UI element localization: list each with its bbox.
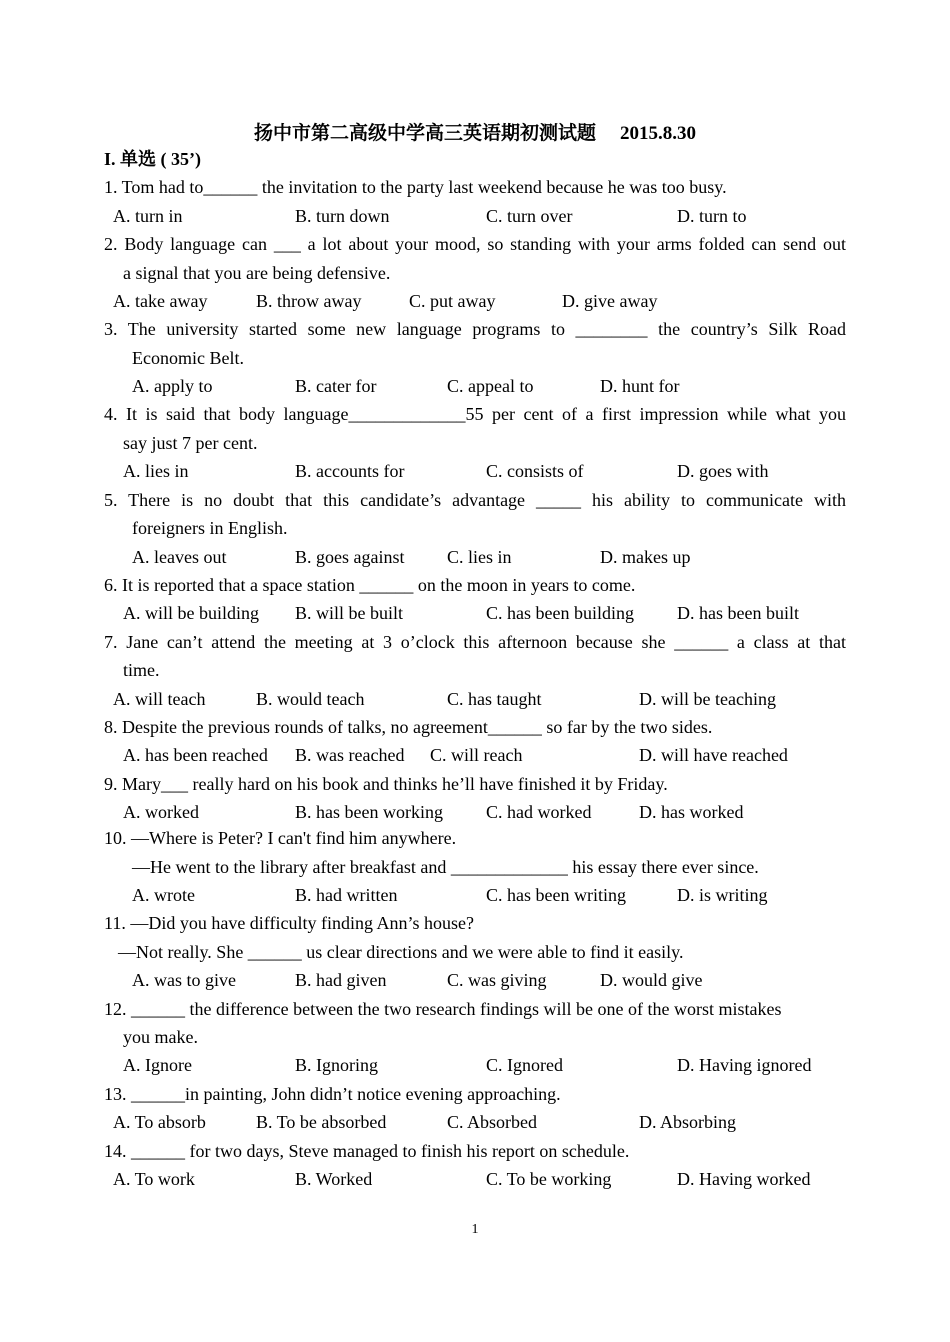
question-12-stem: 12. ______ the difference between the two research findings will be one of the worst mistakes: [104, 999, 782, 1019]
q14-option-d: D. Having worked: [677, 1169, 811, 1189]
question-5-stem: 5. There is no doubt that this candidate’s advantage _____ his ability to communicate with: [104, 490, 846, 510]
question-10-stem: 10. —Where is Peter? I can't find him anywhere.: [104, 828, 457, 848]
q10-option-a: A. wrote: [132, 885, 195, 905]
q9-option-a: A. worked: [123, 802, 199, 822]
q9-option-c: C. had worked: [486, 802, 592, 822]
q11-option-d: D. would give: [600, 970, 703, 990]
q1-option-d: D. turn to: [677, 206, 747, 226]
q7-option-a: A. will teach: [113, 689, 206, 709]
question-7-stem: 7. Jane can’t attend the meeting at 3 o’clock this afternoon because she ______ a class at that: [104, 632, 846, 652]
q10-option-d: D. is writing: [677, 885, 768, 905]
q3-option-d: D. hunt for: [600, 376, 680, 396]
q2-option-d: D. give away: [562, 291, 658, 311]
q11-option-a: A. was to give: [132, 970, 236, 990]
question-14-stem: 14. ______ for two days, Steve managed to finish his report on schedule.: [104, 1141, 630, 1161]
q14-option-a: A. To work: [113, 1169, 195, 1189]
question-11-stem: 11. —Did you have difficulty finding Ann’s house?: [104, 913, 474, 933]
q11-option-b: B. had given: [295, 970, 387, 990]
q7-option-d: D. will be teaching: [639, 689, 776, 709]
title-text: 扬中市第二高级中学高三英语期初测试题: [253, 123, 596, 144]
q3-option-a: A. apply to: [132, 376, 213, 396]
q7-option-c: C. has taught: [447, 689, 542, 709]
q4-option-c: C. consists of: [486, 461, 584, 481]
question-4-stem-cont: say just 7 per cent.: [123, 433, 258, 453]
title-date: 2015.8.30: [620, 123, 696, 144]
q12-option-c: C. Ignored: [486, 1055, 563, 1075]
question-2-stem-cont: a signal that you are being defensive.: [123, 263, 391, 283]
q12-option-a: A. Ignore: [123, 1055, 192, 1075]
q8-option-b: B. was reached: [295, 745, 405, 765]
q6-option-c: C. has been building: [486, 603, 634, 623]
q9-option-d: D. has worked: [639, 802, 744, 822]
q6-option-a: A. will be building: [123, 603, 259, 623]
q4-option-d: D. goes with: [677, 461, 769, 481]
q2-option-b: B. throw away: [256, 291, 362, 311]
q5-option-b: B. goes against: [295, 547, 405, 567]
q2-option-c: C. put away: [409, 291, 496, 311]
question-8-stem: 8. Despite the previous rounds of talks, no agreement______ so far by the two sides.: [104, 717, 713, 737]
q13-option-b: B. To be absorbed: [256, 1112, 387, 1132]
question-10-stem-cont: —He went to the library after breakfast and _____________ his essay there ever since.: [132, 857, 759, 877]
q13-option-a: A. To absorb: [113, 1112, 206, 1132]
q11-option-c: C. was giving: [447, 970, 547, 990]
q6-option-b: B. will be built: [295, 603, 403, 623]
section-heading: I. 单选 ( 35’): [104, 149, 201, 169]
q5-option-c: C. lies in: [447, 547, 512, 567]
q10-option-b: B. had written: [295, 885, 398, 905]
q3-option-c: C. appeal to: [447, 376, 534, 396]
q10-option-c: C. has been writing: [486, 885, 626, 905]
question-1-stem: 1. Tom had to______ the invitation to the party last weekend because he was too busy.: [104, 177, 727, 197]
question-5-stem-cont: foreigners in English.: [132, 518, 288, 538]
q6-option-d: D. has been built: [677, 603, 799, 623]
q4-option-b: B. accounts for: [295, 461, 405, 481]
q14-option-c: C. To be working: [486, 1169, 612, 1189]
q1-option-b: B. turn down: [295, 206, 390, 226]
q5-option-a: A. leaves out: [132, 547, 227, 567]
q12-option-b: B. Ignoring: [295, 1055, 378, 1075]
q13-option-d: D. Absorbing: [639, 1112, 737, 1132]
q12-option-d: D. Having ignored: [677, 1055, 812, 1075]
q8-option-c: C. will reach: [430, 745, 523, 765]
q1-option-c: C. turn over: [486, 206, 573, 226]
question-2-stem: 2. Body language can ___ a lot about your mood, so standing with your arms folded can send out: [104, 234, 846, 254]
q3-option-b: B. cater for: [295, 376, 377, 396]
q9-option-b: B. has been working: [295, 802, 443, 822]
question-4-stem: 4. It is said that body language_____________55 per cent of a first impression while what you: [104, 404, 846, 424]
q1-option-a: A. turn in: [113, 206, 183, 226]
q2-option-a: A. take away: [113, 291, 208, 311]
page-title: [0, 118, 950, 145]
page-number: 1: [471, 1222, 479, 1237]
q7-option-b: B. would teach: [256, 689, 365, 709]
q14-option-b: B. Worked: [295, 1169, 373, 1189]
question-9-stem: 9. Mary___ really hard on his book and thinks he’ll have finished it by Friday.: [104, 774, 668, 794]
question-3-stem-cont: Economic Belt.: [132, 348, 244, 368]
question-3-stem: 3. The university started some new language programs to ________ the country’s Silk Road: [104, 319, 846, 339]
question-13-stem: 13. ______in painting, John didn’t notice evening approaching.: [104, 1084, 561, 1104]
question-6-stem: 6. It is reported that a space station ______ on the moon in years to come.: [104, 575, 636, 595]
question-11-stem-cont: —Not really. She ______ us clear directions and we were able to find it easily.: [118, 942, 684, 962]
q4-option-a: A. lies in: [123, 461, 189, 481]
question-12-stem-cont: you make.: [123, 1027, 198, 1047]
q8-option-d: D. will have reached: [639, 745, 788, 765]
q13-option-c: C. Absorbed: [447, 1112, 537, 1132]
q8-option-a: A. has been reached: [123, 745, 268, 765]
q5-option-d: D. makes up: [600, 547, 691, 567]
question-7-stem-cont: time.: [123, 660, 160, 680]
